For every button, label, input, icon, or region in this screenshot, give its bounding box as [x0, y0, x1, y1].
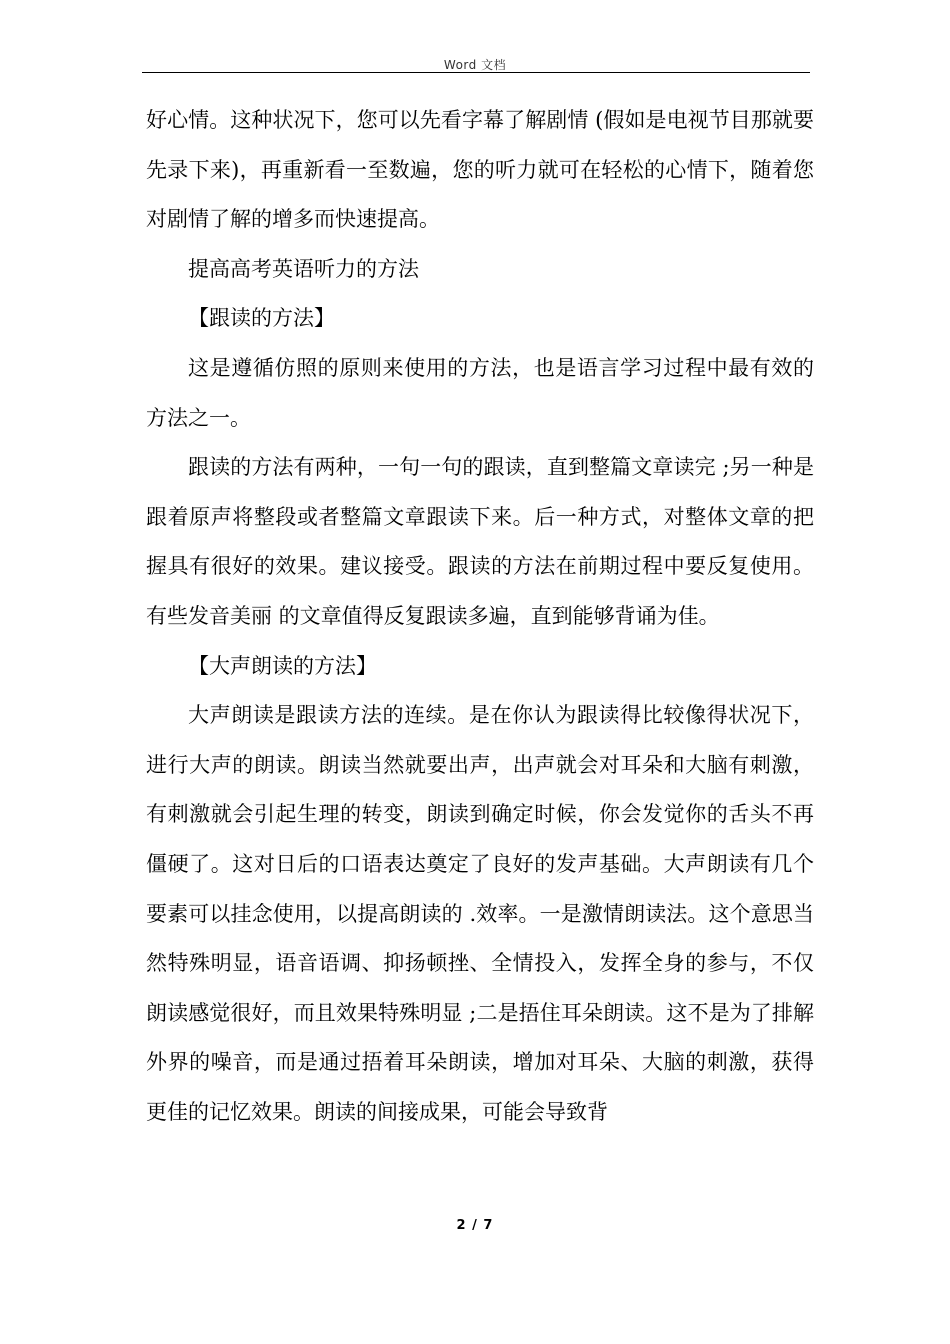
paragraph: 跟读的方法有两种，一句一句的跟读，直到整篇文章读完 ;另一种是跟着原声将整段或者整篇文章跟读下来。后一种方式，对整体文章的把握具有很好的效果。建议接受。跟读的方法在前期过程中要反复使用。有些发音美丽 的文章值得反复跟读多遍，直到能够背诵为佳。: [146, 455, 814, 628]
subsection-heading-follow-reading: 【跟读的方法】: [188, 306, 335, 331]
subsection-heading-reading-aloud: 【大声朗读的方法】: [188, 653, 377, 678]
paragraph: 这是遵循仿照的原则来使用的方法，也是语言学习过程中最有效的方法之一。: [146, 355, 814, 430]
header-divider: [142, 72, 810, 73]
document-header-title: Word 文档: [443, 58, 507, 72]
section-heading: 提高高考英语听力的方法: [188, 256, 419, 281]
paragraph: 大声朗读是跟读方法的连续。是在你认为跟读得比较像得状况下，进行大声的朗读。朗读当然就要出声，出声就会对耳朵和大脑有刺激，有刺激就会引起生理的转变，朗读到确定时候，你会发觉你的舌头不再僵硬了。这对日后的口语表达奠定了良好的发声基础。大声朗读有几个要素可以挂念使用，以提高朗读的 .效率。一是激情朗读法。这个意思当然特殊明显，语音语调、抑扬顿挫、全情投入，发挥全身的参与，不仅朗读感觉很好，而且效果特殊明显 ;二是捂住耳朵朗读。这不是为了排解外界的噪音，而是通过捂着耳朵朗读，增加对耳朵、大脑的刺激，获得更佳的记忆效果。朗读的间接成果，可能会导致背: [146, 703, 814, 1124]
document-body: [146, 96, 814, 1137]
paragraph-continuation: 好心情。这种状况下，您可以先看字幕了解剧情 (假如是电视节目那就要先录下来)，再重新看一至数遍，您的听力就可在轻松的心情下，随着您对剧情了解的增多而快速提高。: [146, 108, 814, 232]
page-number: 2 / 7: [456, 1218, 494, 1233]
